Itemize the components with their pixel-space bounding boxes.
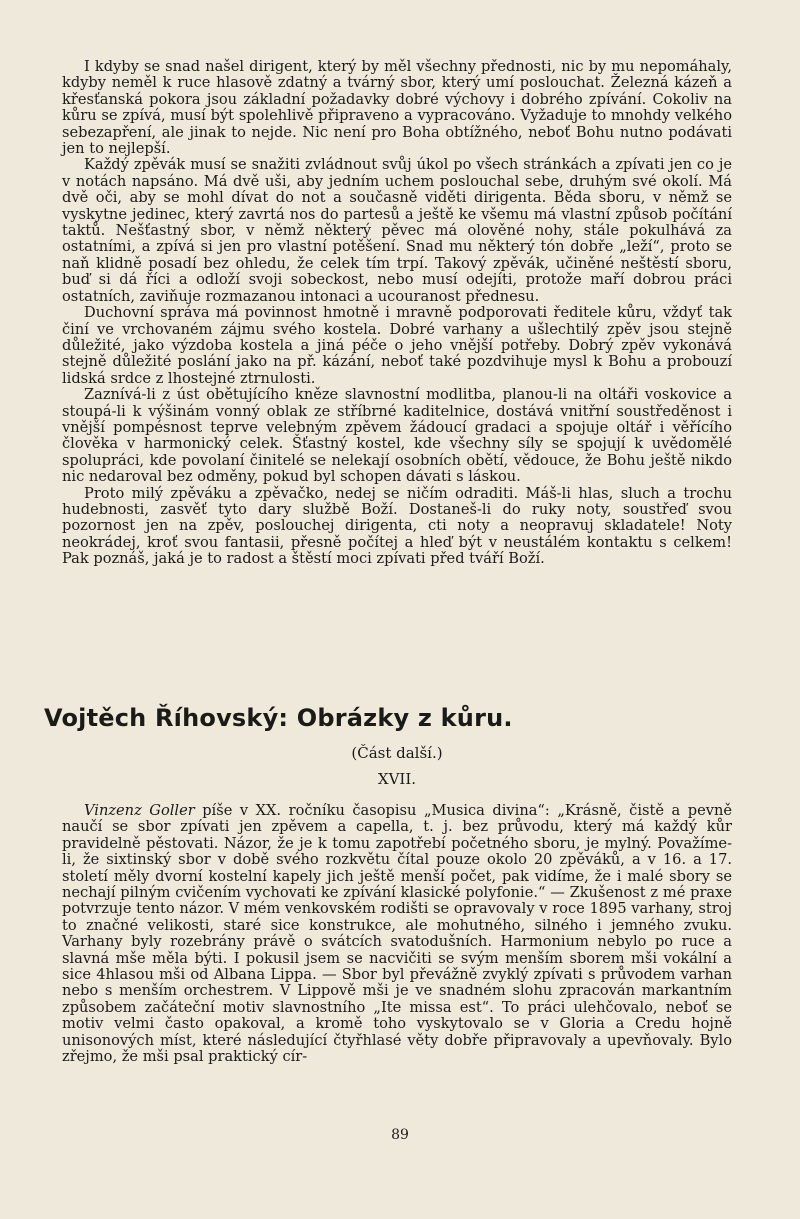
paragraph: Každý zpěvák musí se snažiti zvládnout svůj úkol po všech stránkách a zpívati jen co je v notách napsáno. Má dvě uši, aby jedním uchem poslouchal sebe, druhým své okolí. Má dvě oči, aby se mohl dívat do not a současně viděti dirigenta. Běda sboru, v němž se vyskytne jedinec, který zavrtá nos do partesů a ještě ke všemu má vlastní způsob počítání taktů. Nešťastný sbor, v němž některý pěvec má olověné nohy, stále pokulhává za ostatními, a zpívá si jen pro vlastní potěšení. Snad mu některý tón dobře „leží“, proto se naň klidně posadí bez ohledu, že celek tím trpí. Takový zpěvák, učiněné neštěstí sboru, buď si dá říci a odloží svoji sobeckost, nebo musí odejíti, protože maří dobrou práci ostatních, zaviňuje rozmazanou intonaci a ucouranost přednesu. [62, 156, 732, 305]
article-subtitle: (Část další.) [351, 744, 443, 762]
chapter-number: XVII. [377, 770, 417, 788]
article-body [62, 803, 732, 1066]
article-heading: Vojtěch Říhovský: Obrázky z kůru. [44, 704, 513, 732]
article-continuation [62, 59, 732, 568]
paragraph-text: píše v XX. ročníku časopisu „Musica divina“: „Krásně, čistě a pevně naučí se sbor zpívati jen zpěvem a capella, t. j. bez průvodu, který má každý kůr pravidelně pěstovati. Názor, že je k tomu zapotřebí početného sboru, je mylný. Považíme-li, že sixtinský sbor v době svého rozkvětu čítal pouze okolo 20 zpěváků, a v 16. a 17. století měly dvorní kostelní kapely jich ještě menší počet, pak vidíme, že i malé sbory se nechají pilným cvičením vychovati ke zpívání klasické polyfonie.“ — Zkušenost z mé praxe potvrzuje tento názor. V mém venkovském rodišti se opravovaly v roce 1895 varhany, stroj to značné velikosti, staré sice konstrukce, ale mohutného, silného i jemného zvuku. Varhany byly rozebrány právě o svátcích svatodušních. Harmonium nebylo po ruce a slavná mše měla býti. I pokusil jsem se nacvičiti se svým menším sborem mši vokální a sice 4hlasou mši od Albana Lippa. — Sbor byl převážně zvyklý zpívati s průvodem varhan nebo s menším orchestrem. V Lippově mši je ve snadném slohu zpracován markantním způsobem začáteční motiv slavnostního „Ite missa est“. To práci ulehčovalo, neboť se motiv velmi často opakoval, a kromě toho vyskytovalo se v Gloria a Credu hojně unisonových míst, které následující čtyřhlasé věty dobře připravovaly a upevňovaly. Bylo zřejmo, že mši psal praktický cír- [62, 802, 732, 1066]
paragraph [62, 803, 732, 1066]
author-name: Vinzenz Goller [84, 802, 195, 819]
paragraph: Proto milý zpěváku a zpěvačko, nedej se ničím odraditi. Máš-li hlas, sluch a trochu hudebnosti, zasvěť tyto dary službě Boží. Dostaneš-li do ruky noty, soustřeď svou pozornost jen na zpěv, poslouchej dirigenta, cti noty a neopravuj skladatele! Noty neokrádej, kroť svou fantasii, přesně počítej a hleď být v neustálém kontaktu s celkem! Pak poznáš, jaká je to radost a štěstí moci zpívati před tváří Boží. [62, 484, 732, 568]
paragraph: Zaznívá-li z úst obětujícího kněze slavnostní modlitba, planou-li na oltáři voskovice a stoupá-li k výšinám vonný oblak ze stříbrné kaditelnice, dostává vnitřní soustředěnost i vnější pompésnost teprve velebným zpěvem žádoucí gradaci a spojuje oltář i věřícího člověka v harmonický celek. Šťastný kostel, kde všechny síly se spojují k uvědomělé spolupráci, kde povolaní činitelé se nelekají osobních obětí, vědouce, že Bohu ještě nikdo nic nedaroval bez odměny, pokud byl schopen dávati s láskou. [62, 386, 732, 486]
paragraph: Duchovní správa má povinnost hmotně i mravně podporovati ředitele kůru, vždyť tak činí ve vrchovaném zájmu svého kostela. Dobré varhany a ušlechtilý zpěv jsou stejně důležité, jako výzdoba kostela a jiná péče o jeho vnější potřeby. Dobrý zpěv vykonává stejně důležité poslání jako na př. kázání, neboť také pozdvihuje mysl k Bohu a probouzí lidská srdce z lhostejné ztrnulosti. [62, 304, 732, 387]
paragraph: I kdyby se snad našel dirigent, který by měl všechny přednosti, nic by mu nepomáhaly, kdyby neměl k ruce hlasově zdatný a tvárný sbor, který umí poslouchat. Železná kázeň a křesťanská pokora jsou základní požadavky dobré výchovy i dobrého zpívání. Cokoliv na kůru se zpívá, musí být spolehlivě připraveno a vypracováno. Vyžaduje to mnohdy velkého sebezapření, ale jinak to nejde. Nic není pro Boha obtížného, neboť Bohu nutno podávati jen to nejlepší. [62, 58, 732, 158]
page-number: 89 [391, 1127, 409, 1143]
